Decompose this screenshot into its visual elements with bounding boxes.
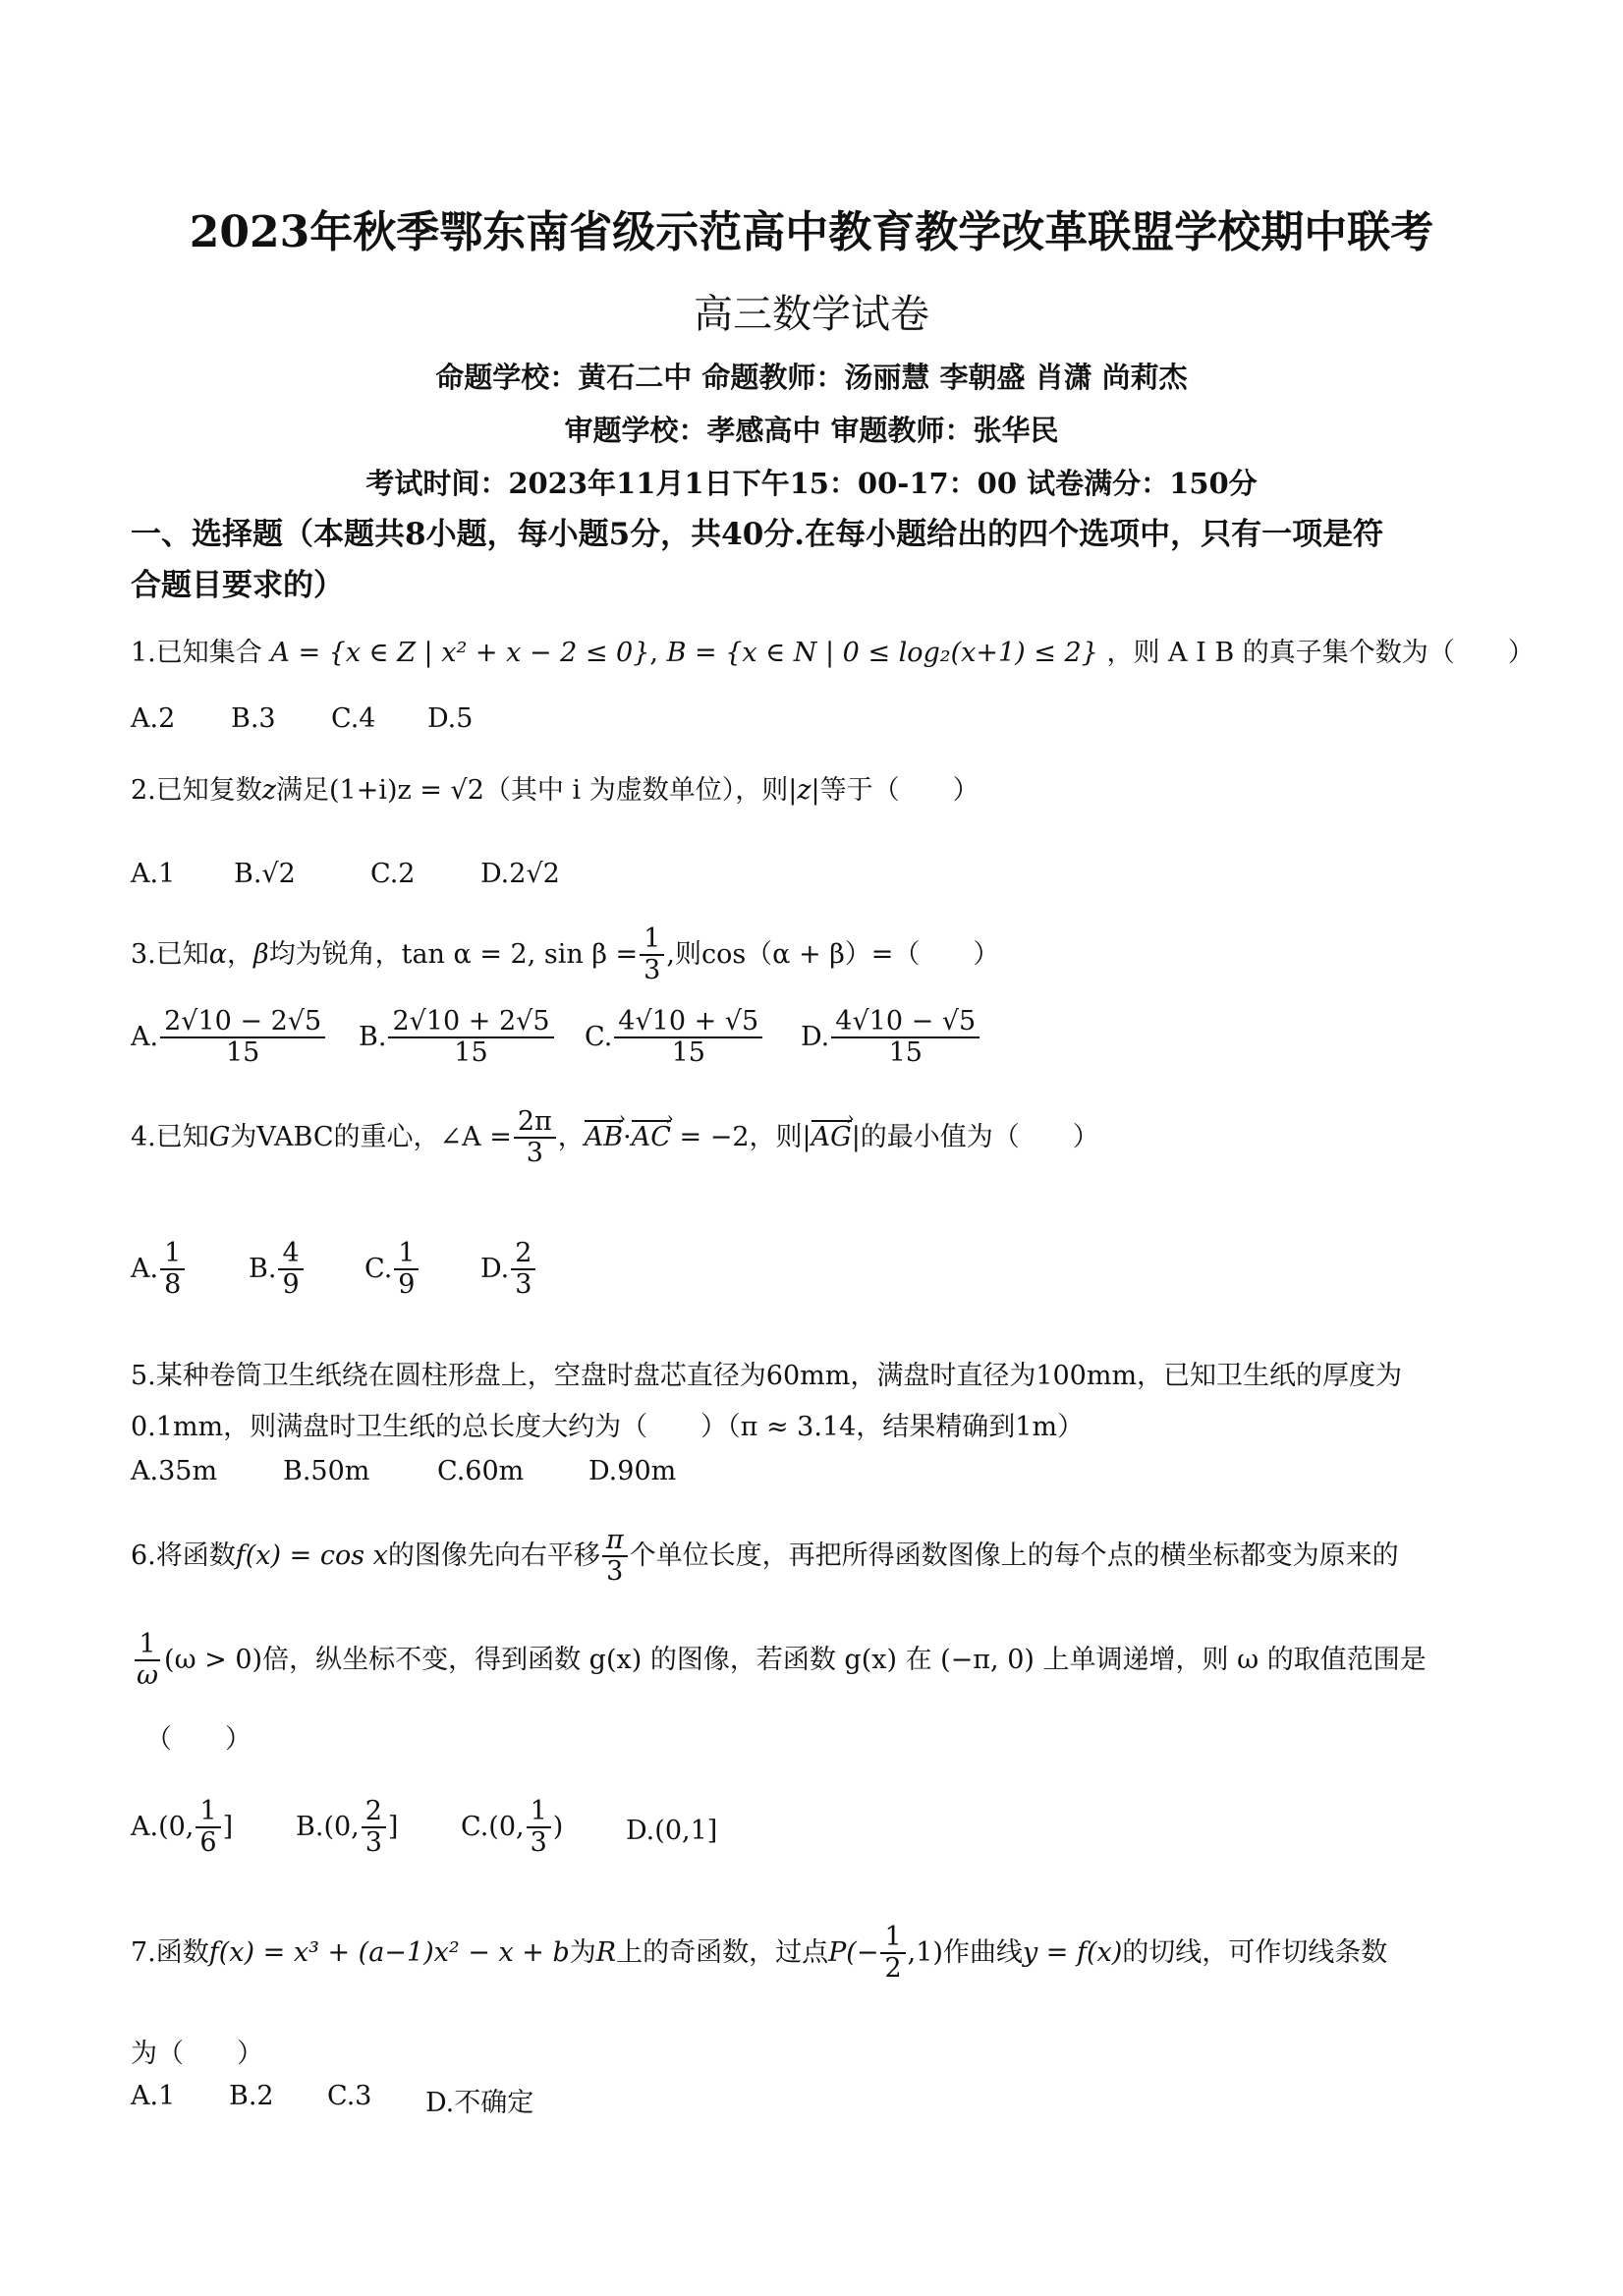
exam-info-line: 考试时间：2023年11月1日下午15：00-17：00 试卷满分：150分	[365, 467, 1258, 500]
q7-text-d: 作曲线	[942, 1936, 1023, 1968]
q4-g: G	[208, 1121, 231, 1152]
q6-line2-text: (ω > 0)倍，纵坐标不变，得到函数 g(x) 的图像，若函数 g(x) 在 (−π, 0) 上单调递增，则 ω 的取值范围是	[164, 1644, 1427, 1675]
q7-text-c: 上的奇函数，过点	[616, 1936, 829, 1968]
q3-frac-den: 3	[644, 955, 661, 986]
q6-text-a: 6.将函数	[131, 1540, 236, 1571]
q7-curve: y = f(x)	[1022, 1936, 1123, 1968]
q4-option-c-frac	[394, 1240, 419, 1300]
q3-option-d	[801, 1008, 981, 1068]
q5-option-d: D.90m	[588, 1456, 677, 1486]
q6-option-c-pre: (0,	[488, 1811, 525, 1842]
q7-option-c: C.3	[327, 2081, 372, 2111]
q3-text-b: ，	[227, 938, 253, 970]
q2-option-c: C.2	[370, 859, 416, 889]
q1-suffix: ，则 A I B 的真子集个数为（ ）	[1106, 638, 1535, 668]
q6-frac-num: π	[602, 1527, 628, 1557]
q6-option-a-frac	[196, 1798, 220, 1858]
q3-option-c	[585, 1008, 764, 1068]
q4-options	[131, 1240, 917, 1318]
q7-option-a: A.1	[131, 2081, 176, 2111]
q6-option-c-post: )	[552, 1811, 564, 1842]
q3-options	[131, 1008, 1506, 1087]
q3-option-b-frac	[388, 1008, 553, 1068]
q1-option-b: B.3	[231, 703, 276, 734]
q2-var-z: z	[261, 775, 276, 806]
q2-text-c: （其中 i 为虚数单位），则	[483, 775, 789, 806]
q6-fraction	[602, 1527, 628, 1587]
q4-option-d-frac	[511, 1240, 535, 1300]
q4-option-c	[364, 1240, 420, 1300]
q4-option-d-letter: D.	[480, 1253, 510, 1284]
q4-option-b-frac	[278, 1240, 303, 1300]
q6-option-b-letter: B.	[296, 1811, 324, 1842]
q3-option-d-den: 15	[888, 1037, 923, 1069]
q7-text-e: 的切线，可作切线条数	[1122, 1936, 1388, 1968]
q4-text-d: ，则|	[749, 1121, 812, 1152]
q6-option-c-frac	[527, 1798, 551, 1858]
q3-option-b-letter: B.	[359, 1021, 387, 1052]
q4-option-d-den: 3	[515, 1269, 532, 1301]
q6-options	[131, 1798, 1015, 1876]
q4-option-c-letter: C.	[364, 1253, 393, 1284]
q5-line-2: 0.1mm，则满盘时卫生纸的总长度大约为（ ）（π ≈ 3.14，结果精确到1m）	[131, 1412, 1085, 1442]
q7-function: f(x) = x³ + (a−1)x² − x + b	[208, 1936, 570, 1968]
section-heading-line1: 一、选择题（本题共8小题，每小题5分，共40分.在每小题给出的四个选项中，只有一项是符	[131, 517, 1384, 552]
q6-option-b-den: 3	[364, 1827, 382, 1859]
reviewers-line: 审题学校：孝感高中 审题教师：张华民	[564, 414, 1059, 447]
q3-option-c-den: 15	[671, 1037, 705, 1069]
q7-text-a: 7.函数	[131, 1936, 209, 1968]
q1-option-c: C.4	[331, 703, 376, 734]
q7-text-b: 为	[569, 1936, 596, 1968]
q1-set-b: B = {x ∈ N | 0 ≤ log₂(x+1) ≤ 2}	[666, 638, 1098, 668]
q6-option-a-post: ]	[222, 1811, 234, 1842]
q3-option-c-num: 4√10 + √5	[614, 1008, 762, 1038]
q6-line2-frac-den: ω	[137, 1660, 159, 1692]
q6-option-a-num: 1	[196, 1798, 220, 1828]
q3-text-c: 均为锐角，	[268, 938, 402, 970]
q4-option-b-letter: B.	[249, 1253, 277, 1284]
q6-option-b-frac	[362, 1798, 386, 1858]
q2-text-a: 2.已知复数	[131, 775, 262, 806]
q3-text-d: ,则cos（α + β）=（ ）	[666, 938, 1000, 970]
question-4: 4.已知G为VABC的重心，∠A = $\frac{2\pi}{3}$ ，AB ›·AC › = −2，则|AG ›|的最小值为（ ）	[131, 1108, 1099, 1168]
q3-option-c-letter: C.	[585, 1021, 613, 1052]
q4-option-c-den: 9	[398, 1269, 416, 1301]
q6-option-c-letter: C.	[461, 1811, 489, 1842]
q6-line-1	[131, 1527, 1399, 1587]
q3-option-a-num: 2√10 − 2√5	[160, 1008, 325, 1038]
q4-vector-ac: AC ›	[632, 1122, 671, 1152]
q4-dot-eq: = −2	[679, 1121, 750, 1152]
q3-option-b	[359, 1008, 556, 1068]
exam-subtitle: 高三数学试卷	[694, 292, 929, 337]
q6-option-c-den: 3	[530, 1827, 547, 1859]
q3-option-d-num: 4√10 − √5	[831, 1008, 979, 1038]
q6-option-a-den: 6	[199, 1827, 217, 1859]
q6-text-c: 个单位长度，再把所得函数图像上的每个点的横坐标都变为原来的	[629, 1540, 1399, 1571]
q3-frac-num: 1	[640, 925, 664, 956]
q4-option-a-frac	[160, 1240, 185, 1300]
q6-option-d-value: (0,1]	[654, 1816, 718, 1846]
q2-option-d: D.2√2	[480, 859, 560, 889]
q6-function: f(x) = cos x	[235, 1540, 388, 1571]
q7-line-1	[131, 1924, 1387, 1984]
q2-option-b: B.√2	[234, 859, 296, 889]
q4-frac-num: 2π	[514, 1108, 556, 1139]
q1-set-a: A = {x ∈ Z | x² + x − 2 ≤ 0}	[270, 638, 650, 668]
q5-option-a: A.35m	[131, 1456, 218, 1486]
q6-line-3: （ ）	[145, 1724, 252, 1755]
q3-option-d-frac	[831, 1008, 979, 1068]
q6-text-b: 的图像先向右平移	[387, 1540, 600, 1571]
q3-beta: β	[253, 938, 269, 970]
q3-option-c-frac	[614, 1008, 762, 1068]
q4-option-b-num: 4	[278, 1240, 303, 1270]
q6-line2-frac-num: 1	[135, 1631, 159, 1661]
q6-frac-den: 3	[606, 1556, 624, 1588]
q4-text-a: 4.已知	[131, 1121, 209, 1152]
q3-option-a-den: 15	[225, 1037, 260, 1069]
q4-option-a-num: 1	[160, 1240, 185, 1270]
q3-option-d-letter: D.	[801, 1021, 830, 1052]
question-1: 1.已知集合 A = {x ∈ Z | x² + x − 2 ≤ 0}, B = {x ∈ N | 0 ≤ log₂(x+1) ≤ 2} ，则 A I B 的真子集个数为（ ）	[131, 638, 1535, 668]
q4-fraction	[514, 1108, 556, 1168]
q6-option-a-letter: A.	[131, 1811, 159, 1842]
q7-line-2: 为（ ）	[131, 2039, 263, 2069]
q2-abs-z: |z|	[788, 775, 820, 806]
section-heading-line2: 合题目要求的）	[131, 568, 344, 603]
q4-option-d	[480, 1240, 537, 1300]
q4-vector-ag: AG ›	[812, 1122, 852, 1152]
q7-point-post: ,1)	[907, 1936, 943, 1968]
q4-option-b-den: 9	[282, 1269, 300, 1301]
q6-option-b-num: 2	[362, 1798, 386, 1828]
q2-option-a: A.1	[131, 859, 176, 889]
q4-vector-ab: AB ›	[585, 1122, 623, 1152]
q5-option-b: B.50m	[283, 1456, 370, 1486]
authors-line: 命题学校：黄石二中 命题教师：汤丽慧 李朝盛 肖潇 尚莉杰	[435, 361, 1188, 394]
q4-option-a-letter: A.	[131, 1253, 159, 1284]
q3-option-a-letter: A.	[131, 1021, 159, 1052]
q2-text-d: 等于（ ）	[819, 775, 979, 806]
q6-option-c-num: 1	[527, 1798, 551, 1828]
q7-frac-den: 2	[884, 1953, 902, 1985]
q6-line2-fraction	[133, 1631, 162, 1691]
q4-text-e: |的最小值为（ ）	[851, 1121, 1099, 1152]
q5-line-1: 5.某种卷筒卫生纸绕在圆柱形盘上，空盘时盘芯直径为60mm，满盘时直径为100mm，已知卫生纸的厚度为	[131, 1361, 1403, 1391]
q5-option-c: C.60m	[437, 1456, 525, 1486]
q6-option-b-post: ]	[387, 1811, 399, 1842]
q7-frac-num: 1	[880, 1924, 905, 1954]
q3-option-b-num: 2√10 + 2√5	[388, 1008, 553, 1038]
q4-text-b: 为VABC的重心，∠A =	[230, 1121, 512, 1152]
q1-option-a: A.2	[131, 703, 176, 734]
q4-frac-den: 3	[526, 1138, 543, 1169]
q3-option-a	[131, 1008, 327, 1068]
q6-option-b	[296, 1798, 398, 1858]
question-3	[131, 925, 999, 985]
q6-option-a-pre: (0,	[158, 1811, 195, 1842]
q3-fraction	[640, 925, 664, 985]
q6-option-d-letter: D.	[626, 1816, 655, 1846]
q4-option-a-den: 8	[164, 1269, 182, 1301]
q3-text-a: 3.已知	[131, 938, 209, 970]
q2-text-b: 满足	[276, 775, 329, 806]
q1-option-d: D.5	[427, 703, 474, 734]
q6-line-2	[131, 1631, 1427, 1691]
q7-option-b: B.2	[229, 2081, 274, 2111]
q3-option-b-den: 15	[454, 1037, 488, 1069]
q6-option-d	[626, 1816, 717, 1846]
q4-option-b	[249, 1240, 306, 1300]
q7-fraction	[880, 1924, 905, 1984]
q1-prefix: 1.已知集合	[131, 638, 262, 668]
q7-point-pre: P(−	[828, 1936, 879, 1968]
question-2	[131, 768, 979, 807]
q6-option-c	[461, 1798, 563, 1858]
q4-option-a	[131, 1240, 187, 1300]
q4-option-c-num: 1	[394, 1240, 419, 1270]
q4-text-c: ，	[557, 1121, 585, 1152]
q4-option-d-num: 2	[511, 1240, 535, 1270]
q7-option-d: D.不确定	[425, 2088, 534, 2118]
q6-option-b-pre: (0,	[323, 1811, 360, 1842]
q7-r: R	[595, 1936, 617, 1968]
exam-title: 2023年秋季鄂东南省级示范高中教育教学改革联盟学校期中联考	[189, 207, 1434, 257]
q3-option-a-frac	[160, 1008, 325, 1068]
q3-condition: tan α = 2, sin β =	[401, 938, 639, 970]
q6-option-a	[131, 1798, 233, 1858]
q3-alpha: α	[208, 938, 227, 970]
q2-equation: (1+i)z = √2	[329, 775, 484, 806]
